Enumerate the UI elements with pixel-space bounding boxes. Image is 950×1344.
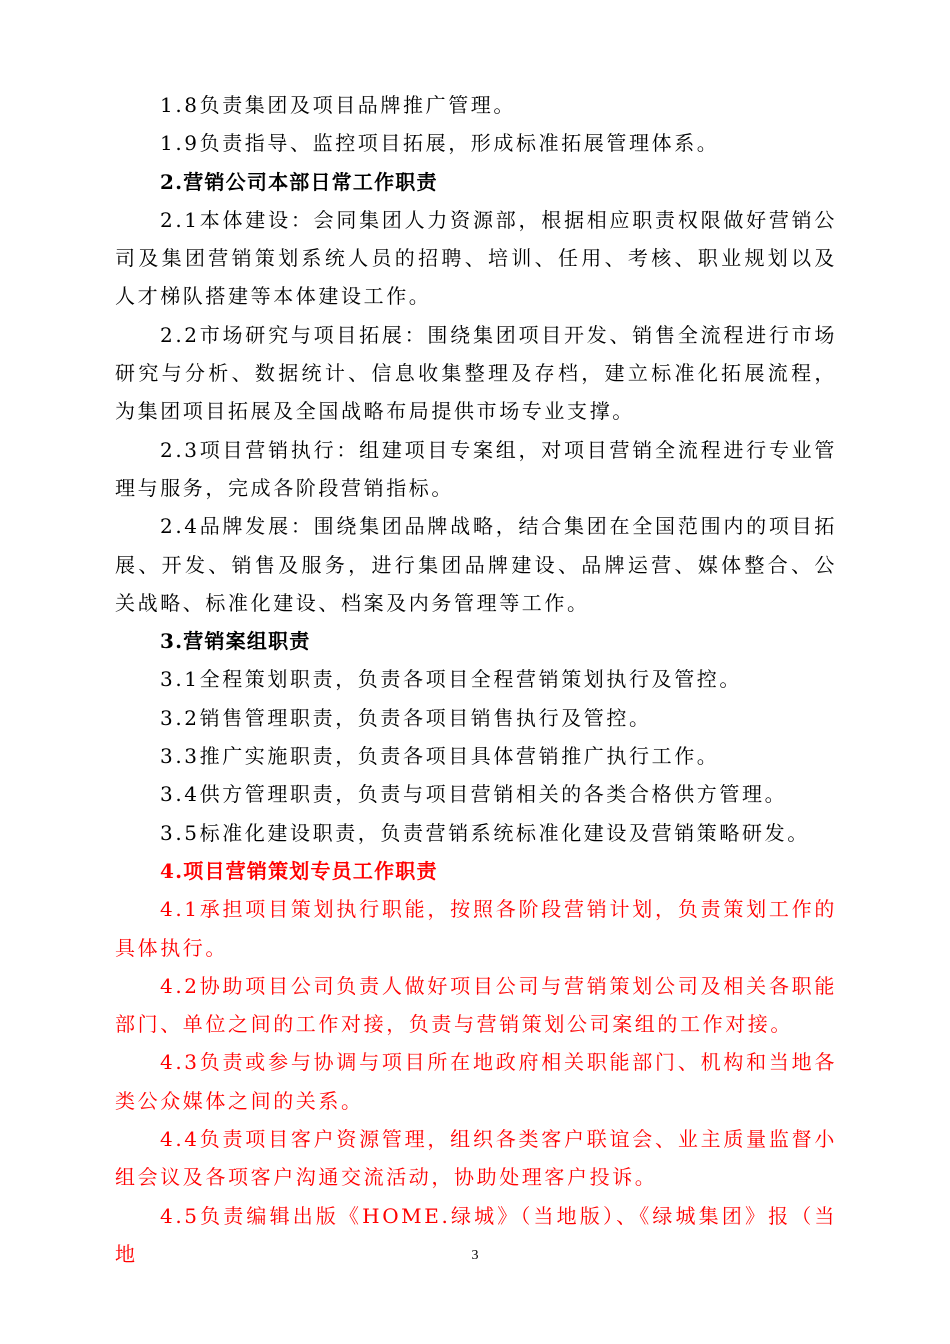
paragraph-2-1: 2.1本体建设：会同集团人力资源部，根据相应职责权限做好营销公司及集团营销策划系统人员的招聘、培训、任用、考核、职业规划以及人才梯队搭建等本体建设工作。 (115, 207, 837, 309)
section-heading-3: 3.营销案组职责 (160, 629, 311, 654)
paragraph-4-3: 4.3负责或参与协调与项目所在地政府相关职能部门、机构和当地各类公众媒体之间的关系。 (115, 1050, 837, 1113)
paragraph-1-9: 1.9负责指导、监控项目拓展，形成标准拓展管理体系。 (160, 131, 720, 156)
paragraph-4-5: 4.5负责编辑出版《HOME.绿城》（当地版）、《绿城集团》报（当地 (115, 1203, 837, 1266)
paragraph-3-1: 3.1全程策划职责，负责各项目全程营销策划执行及管控。 (160, 667, 743, 692)
paragraph-3-4: 3.4供方管理职责，负责与项目营销相关的各类合格供方管理。 (160, 782, 788, 807)
paragraph-4-2: 4.2协助项目公司负责人做好项目公司与营销策划公司及相关各职能部门、单位之间的工作对接，负责与营销策划公司案组的工作对接。 (115, 973, 837, 1037)
paragraph-1-8: 1.8负责集团及项目品牌推广管理。 (160, 93, 517, 117)
section-heading-4: 4.项目营销策划专员工作职责 (160, 858, 438, 883)
paragraph-4-1: 4.1承担项目策划执行职能，按照各阶段营销计划，负责策划工作的具体执行。 (115, 897, 837, 960)
paragraph-2-3: 2.3项目营销执行：组建项目专案组，对项目营销全流程进行专业管理与服务，完成各阶段营销指标。 (115, 437, 837, 500)
section-heading-2: 2.营销公司本部日常工作职责 (160, 169, 438, 194)
paragraph-3-3: 3.3推广实施职责，负责各项目具体营销推广执行工作。 (160, 744, 720, 769)
page-number: 3 (471, 1248, 479, 1263)
paragraph-3-2: 3.2销售管理职责，负责各项目销售执行及管控。 (160, 705, 652, 730)
paragraph-3-5: 3.5标准化建设职责，负责营销系统标准化建设及营销策略研发。 (160, 820, 810, 845)
paragraph-2-4: 2.4品牌发展：围绕集团品牌战略，结合集团在全国范围内的项目拓展、开发、销售及服务，进行集团品牌建设、品牌运营、媒体整合、公关战略、标准化建设、档案及内务管理等工作。 (115, 514, 837, 615)
paragraph-2-2: 2.2市场研究与项目拓展：围绕集团项目开发、销售全流程进行市场研究与分析、数据统计、信息收集整理及存档，建立标准化拓展流程，为集团项目拓展及全国战略布局提供市场专业支撑。 (115, 322, 837, 424)
paragraph-4-4: 4.4负责项目客户资源管理，组织各类客户联谊会、业主质量监督小组会议及各项客户沟通交流活动，协助处理客户投诉。 (115, 1127, 837, 1190)
document-body (115, 86, 837, 1273)
